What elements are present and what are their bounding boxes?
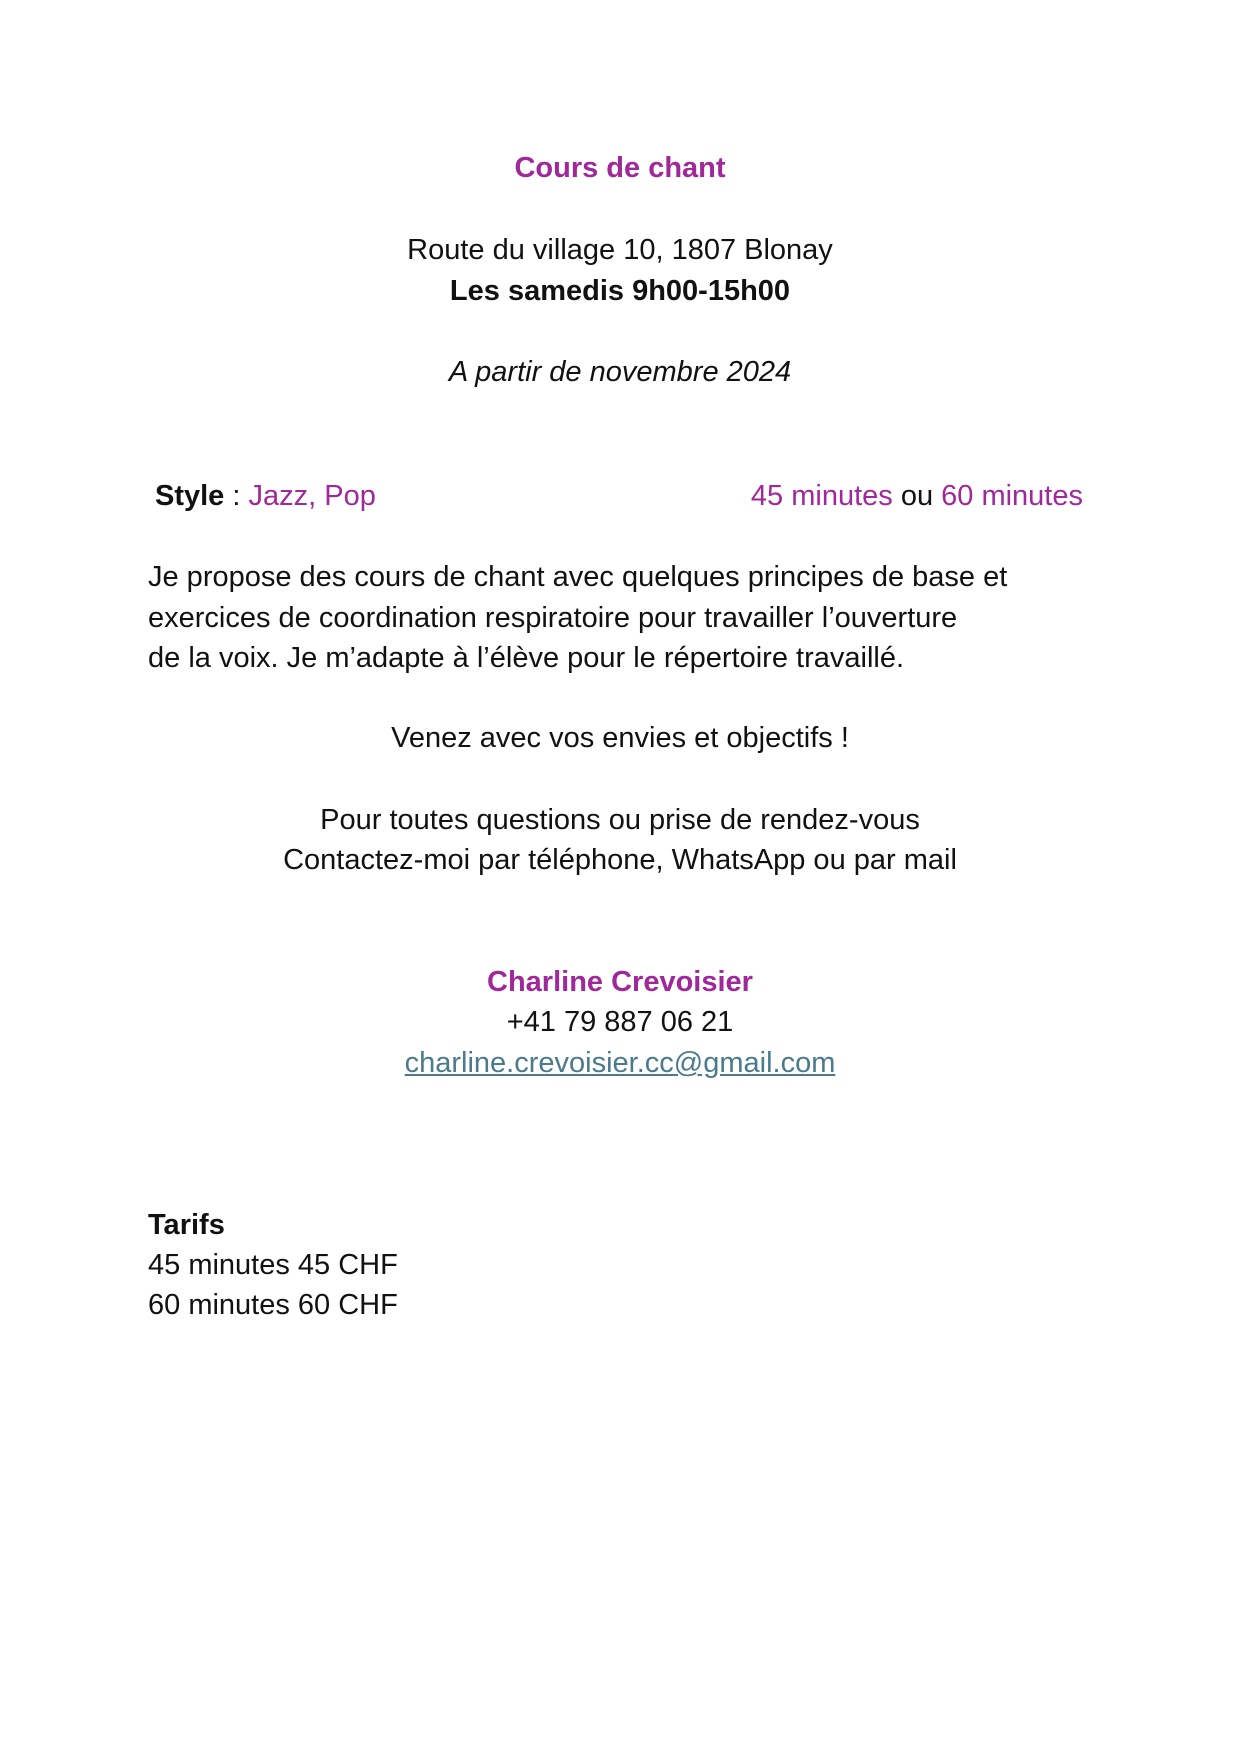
schedule: Les samedis 9h00-15h00 <box>449 275 791 307</box>
style-label: Style <box>155 480 225 512</box>
address: Route du village 10, 1807 Blonay <box>407 234 833 266</box>
tarif-item-45: 45 minutes 45 CHF <box>148 1249 398 1281</box>
duration-options <box>751 476 1083 516</box>
duration-or: ou <box>892 480 942 512</box>
contact-note-line-1: Pour toutes questions ou prise de rendez-vous <box>320 804 920 836</box>
contact-note-line-2: Contactez-moi par téléphone, WhatsApp ou par mail <box>283 844 957 876</box>
style-value: Jazz, Pop <box>248 480 376 512</box>
tarif-item-60: 60 minutes 60 CHF <box>148 1289 398 1321</box>
style-field <box>155 476 376 516</box>
tarifs-title: Tarifs <box>148 1209 225 1241</box>
contact-phone: +41 79 887 06 21 <box>506 1006 734 1038</box>
invite-text: Venez avec vos envies et objectifs ! <box>391 722 849 754</box>
description-line-2: exercices de coordination respiratoire pour travailler l’ouverture <box>148 602 958 634</box>
contact-name: Charline Crevoisier <box>487 966 753 998</box>
email-link[interactable]: charline.crevoisier.cc@gmail.com <box>404 1047 836 1079</box>
description-line-1: Je propose des cours de chant avec quelques principes de base et <box>148 561 1008 593</box>
description-line-3: de la voix. Je m’adapte à l’élève pour le répertoire travaillé. <box>148 642 905 674</box>
duration-60: 60 minutes <box>941 480 1083 512</box>
start-date: A partir de novembre 2024 <box>448 356 792 388</box>
page-title: Cours de chant <box>514 152 726 184</box>
contact-email-row <box>0 1043 1240 1083</box>
duration-45: 45 minutes <box>750 480 893 512</box>
style-separator: : <box>224 480 249 512</box>
